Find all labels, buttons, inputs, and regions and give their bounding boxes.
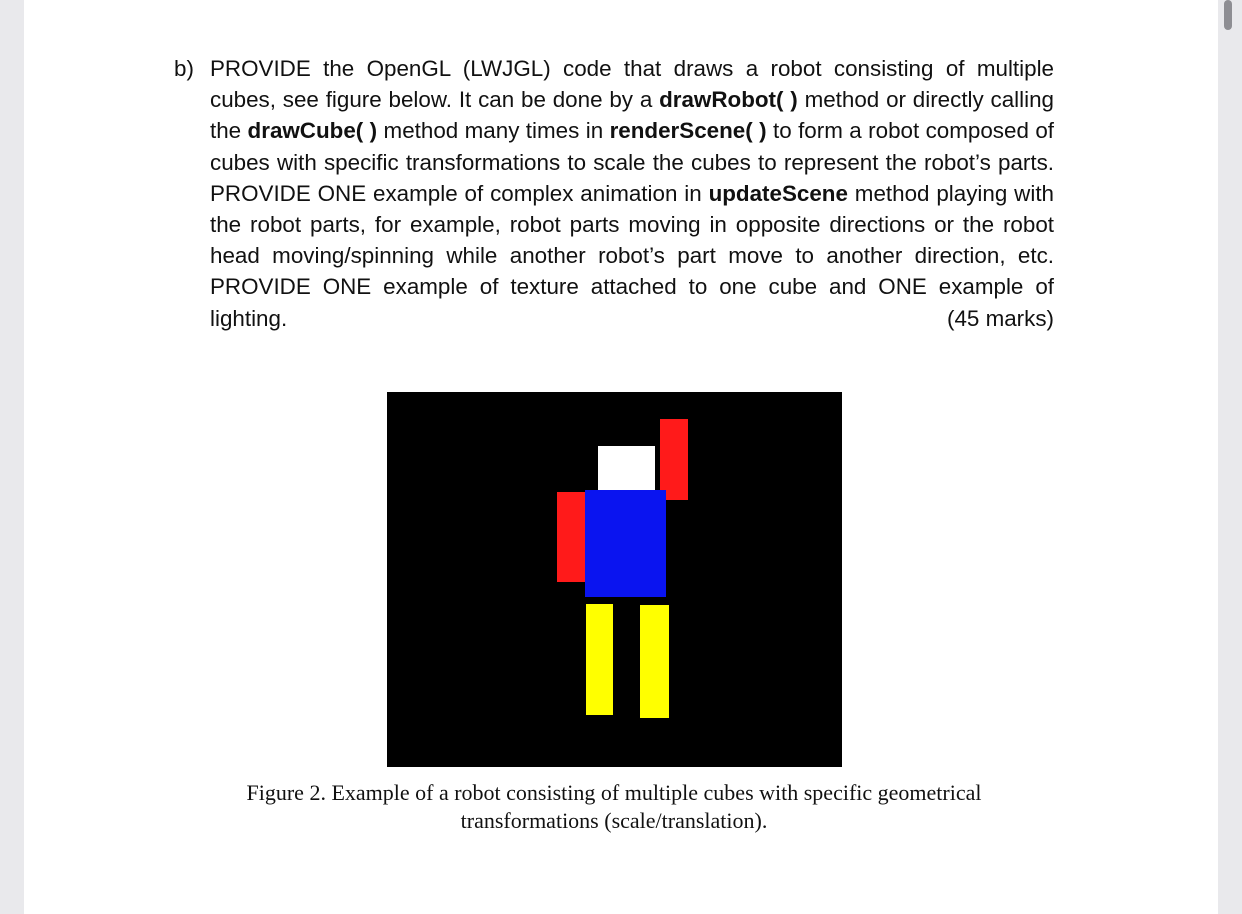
question-segment: method or directly calling the — [210, 87, 1055, 144]
question-segment: PROVIDE the OpenGL (LWJGL) code that draws a robot consisting of multiple cubes, see figure below. It can be done by a — [210, 56, 1054, 113]
code-term-renderscene: renderScene( ) — [609, 118, 767, 144]
scrollbar-thumb[interactable] — [1224, 0, 1232, 30]
question-segment: method playing with the robot parts, for example, robot parts moving in opposite directions or the robot head moving/spinning while another robot’s part move to another direction, etc. PROVIDE ONE example of texture attached to one cube and ONE example of lighting. — [210, 180, 1054, 331]
robot-left-arm — [557, 492, 587, 582]
code-term-updatescene: updateScene — [708, 180, 848, 206]
caption-line-2: transformations (scale/translation). — [460, 808, 768, 833]
robot-body — [585, 490, 666, 597]
robot-right-arm — [660, 419, 688, 500]
robot-left-leg — [586, 604, 613, 715]
robot-head — [598, 446, 655, 490]
question-segment: to form a robot composed of cubes with specific transformations to scale the cubes to represent the robot’s parts. PROVIDE ONE example of complex animation in — [210, 118, 1055, 206]
robot-right-leg — [640, 605, 669, 718]
code-term-drawrobot: drawRobot( ) — [659, 87, 798, 113]
question-segment: method many times in — [377, 118, 610, 144]
marks-label: (45 marks) — [947, 305, 1054, 331]
code-term-drawcube: drawCube( ) — [247, 118, 378, 144]
question-text — [210, 53, 1054, 334]
robot-figure — [387, 392, 842, 767]
caption-line-1: Figure 2. Example of a robot consisting of multiple cubes with specific geometrical — [246, 780, 982, 805]
question-label: b) — [174, 56, 194, 81]
figure-caption — [174, 779, 1054, 835]
